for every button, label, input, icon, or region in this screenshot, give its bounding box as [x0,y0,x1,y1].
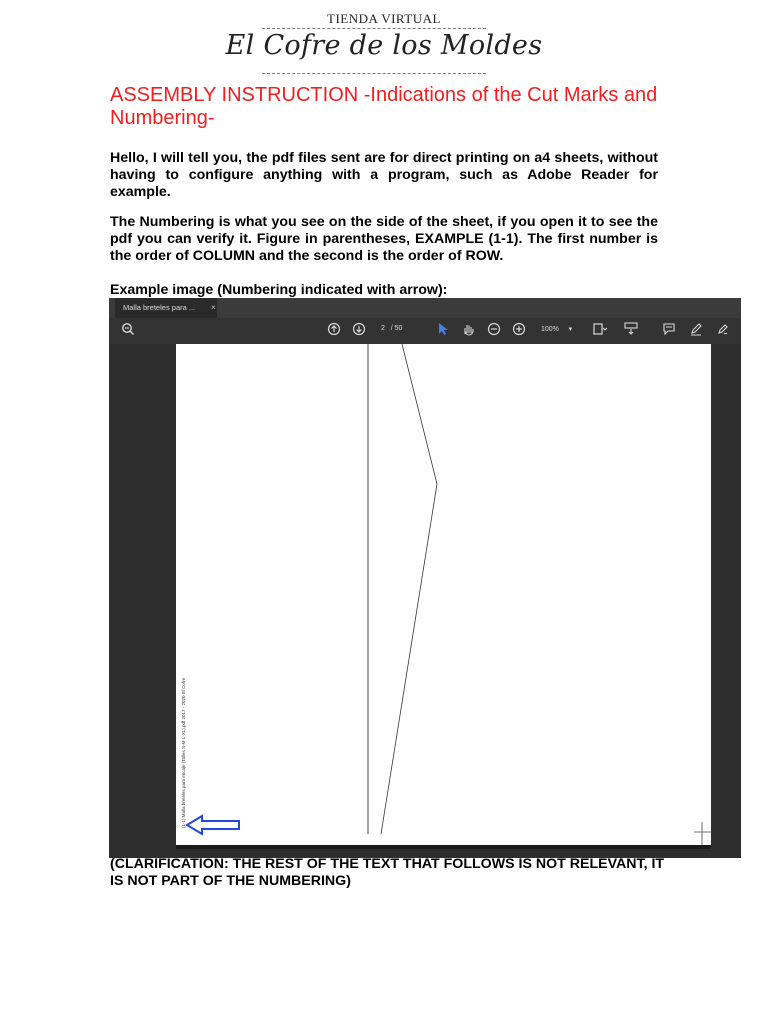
sign-icon[interactable] [714,322,732,340]
highlight-pen-icon[interactable] [687,322,705,340]
chevron-down-icon: ▾ [568,326,573,333]
logo-divider-top [262,28,486,29]
brand-name: El Cofre de los Moldes [225,30,543,61]
zoom-value: 100% [541,326,559,333]
close-icon[interactable]: × [211,303,216,312]
example-label: Example image (Numbering indicated with arrow): [110,282,448,298]
viewer-tabbar [109,298,741,318]
fit-page-icon[interactable] [591,322,609,340]
viewer-tab[interactable] [115,298,217,318]
zoom-out-icon[interactable] [485,322,503,340]
keyboard-scroll-icon[interactable] [622,322,640,340]
viewer-tab-title: Malla breteles para ... [123,303,196,312]
store-label: TIENDA VIRTUAL [327,11,441,26]
clarification-paragraph: (CLARIFICATION: THE REST OF THE TEXT THAT FOLLOWS IS NOT RELEVANT, IT IS NOT PART OF THE NUMBERING) [110,856,665,889]
pdf-page [176,344,711,848]
pdf-viewer-screenshot [109,298,741,858]
zoom-in-icon[interactable] [510,322,528,340]
numbering-paragraph: The Numbering is what you see on the side of the sheet, if you open it to see the pdf you can verify it. Figure in parentheses, EXAMPLE (1-1). The first number is the order of COLUMN and the second is the order of ROW. [110,214,658,264]
page-total: / 50 [390,325,403,332]
page-current: 2 [381,325,385,332]
select-cursor-icon[interactable] [434,322,452,340]
arrow-left-icon [185,814,241,836]
page-indicator[interactable] [381,325,402,332]
intro-paragraph: Hello, I will tell you, the pdf files sent are for direct printing on a4 sheets, without having to configure anything with a program, such as Adobe Reader for example. [110,150,658,200]
viewer-toolbar [109,318,741,344]
pattern-drawing [176,344,711,848]
logo-divider-bottom [262,73,486,74]
page-bottom-edge [176,845,711,849]
hand-tool-icon[interactable] [459,322,477,340]
comment-icon[interactable] [660,322,678,340]
prev-page-icon[interactable] [325,322,343,340]
zoom-select[interactable] [541,325,572,333]
document-title: ASSEMBLY INSTRUCTION -Indications of the Cut Marks and Numbering- [110,84,658,129]
side-numbering-text: (1-1) Malla breteles para encaje (Talles S-M-L-XL).pdf 2017 - 2020 El Cofre [181,677,186,828]
next-page-icon[interactable] [350,322,368,340]
zoom-search-icon[interactable] [119,322,137,340]
